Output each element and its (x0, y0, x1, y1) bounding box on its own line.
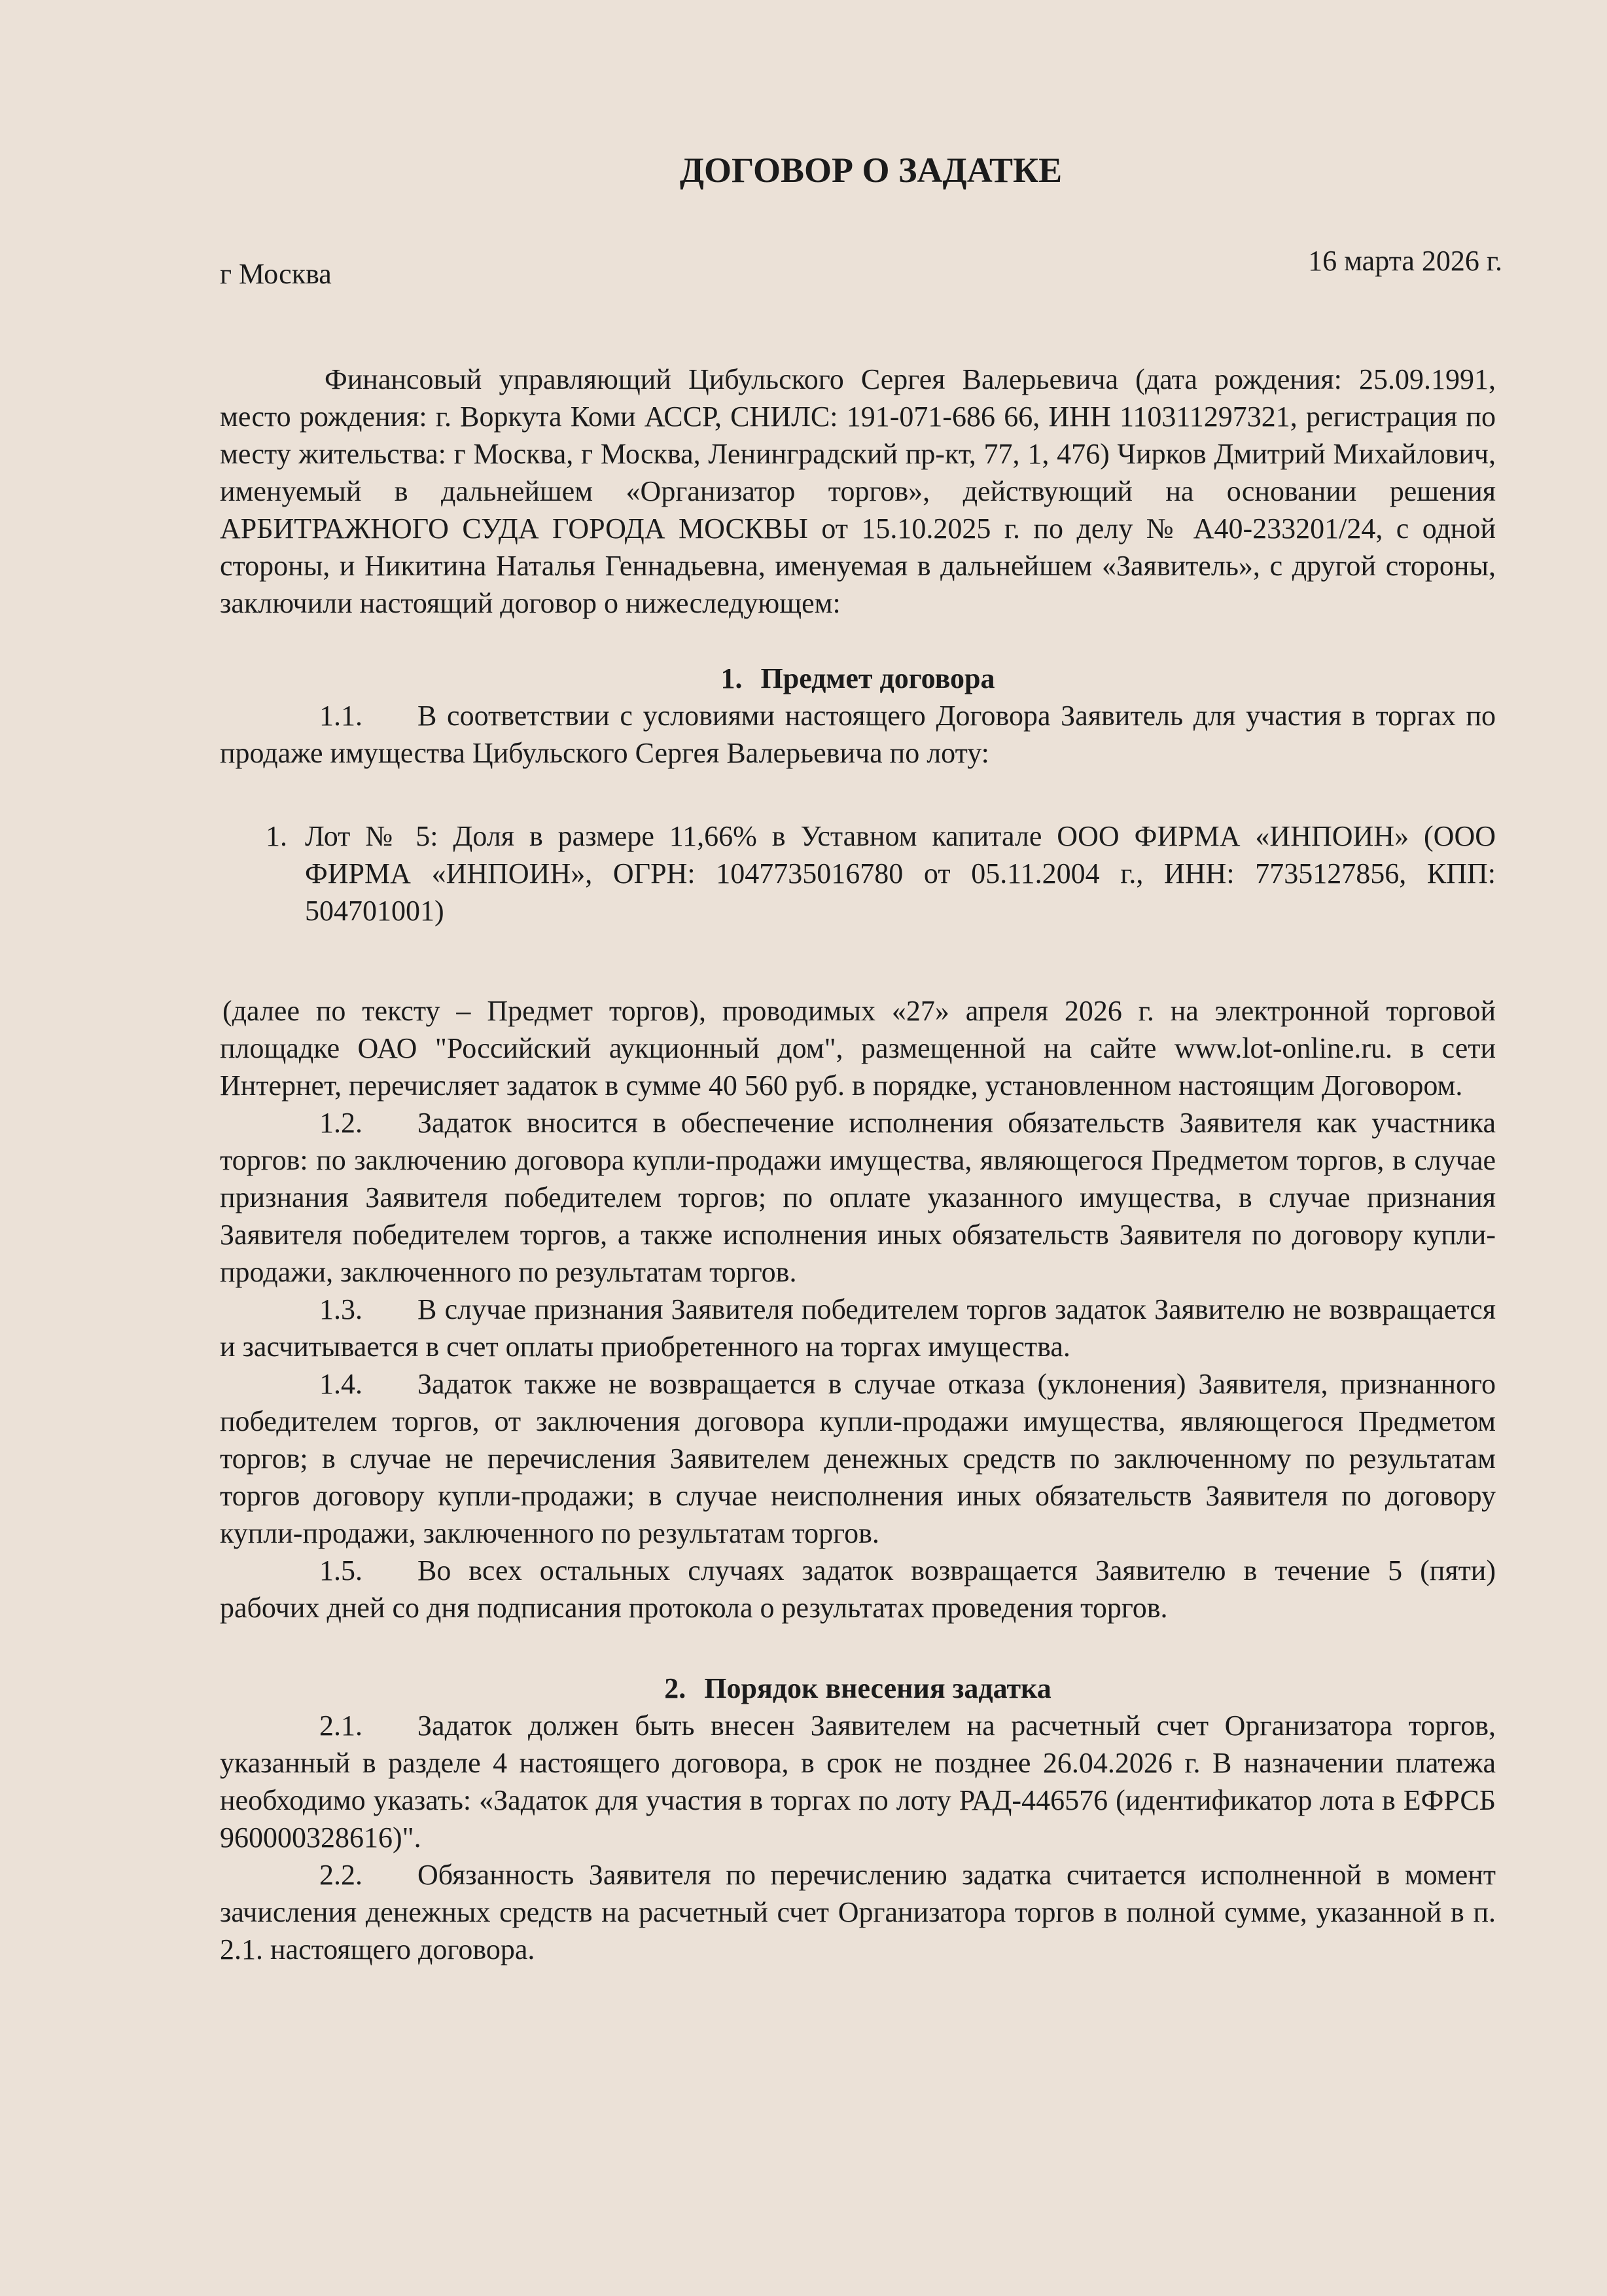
clause-number: 1.5. (319, 1554, 362, 1587)
intro-paragraph: Финансовый управляющий Цибульского Сергея Валерьевича (дата рождения: 25.09.1991, место рождения: г. Воркута Коми АССР, СНИЛС: 191-071-686 66, ИНН 110311297321, регистрация по месту жительства: г Москва, г Москва, Ленинградский пр-кт, 77, 1, 476) Чирков Дмитрий Михайлович, именуемый в дальнейшем «Организатор торгов», действующий на основании решения АРБИТРАЖНОГО СУДА ГОРОДА МОСКВЫ от 15.10.2025 г. по делу № А40-233201/24, с одной стороны, и Никитина Наталья Геннадьевна, именуемая в дальнейшем «Заявитель», с другой стороны, заключили настоящий договор о нижеследующем: (220, 363, 1496, 619)
lot-continuation-paragraph: (далее по тексту – Предмет торгов), проводимых «27» апреля 2026 г. на электронной торговой площадке ОАО "Российский аукционный дом", размещенной на сайте www.lot-online.ru. в сети Интернет, перечисляет задаток в сумме 40 560 руб. в порядке, установленном настоящим Договором. (220, 995, 1496, 1102)
contract-date: 16 марта 2026 г. (1308, 245, 1502, 277)
lot-list-item (220, 817, 1496, 929)
clause-text: Задаток вносится в обеспечение исполнения обязательств Заявителя как участника торгов: по заключению договора купли-продажи имущества, являющегося Предметом торгов, в случае признания Заявителя победителем торгов; по оплате указанного имущества, в случае признания Заявителя победителем торгов, а также исполнения иных обязательств Заявителя по договору купли-продажи, заключенного по результатам торгов. (220, 1107, 1496, 1288)
clause-number: 1.4. (319, 1368, 362, 1400)
section-2-heading (220, 1670, 1496, 1707)
lot-description: Лот № 5: Доля в размере 11,66% в Уставном капитале ООО ФИРМА «ИНПОИН» (ООО ФИРМА «ИНПОИН», ОГРН: 1047735016780 от 05.11.2004 г., ИНН: 7735127856, КПП: 504701001) (305, 820, 1496, 927)
clause-2-2 (220, 1856, 1496, 1968)
section-1-heading (220, 660, 1496, 697)
clause-text: Во всех остальных случаях задаток возвращается Заявителю в течение 5 (пяти) рабочих дней со дня подписания протокола о результатах проведения торгов. (220, 1554, 1496, 1624)
clause-text: В соответствии с условиями настоящего Договора Заявитель для участия в торгах по продаже имущества Цибульского Сергея Валерьевича по лоту: (220, 700, 1496, 769)
clause-1-5 (220, 1552, 1496, 1626)
document-body (220, 151, 1502, 1968)
section-1-number: 1. (720, 662, 743, 694)
clause-1-4 (220, 1365, 1496, 1552)
clause-text: Задаток должен быть внесен Заявителем на расчетный счет Организатора торгов, указанный в разделе 4 настоящего договора, в срок не позднее 26.04.2026 г. В назначении платежа необходимо указать: «Задаток для участия в торгах по лоту РАД-446576 (идентификатор лота в ЕФРСБ 960000328616)". (220, 1710, 1496, 1854)
clause-number: 2.2. (319, 1859, 362, 1891)
clause-2-1 (220, 1707, 1496, 1856)
section-1-title: Предмет договора (760, 662, 995, 694)
clause-number: 1.2. (319, 1107, 362, 1139)
section-2-number: 2. (664, 1672, 686, 1704)
clause-1-3 (220, 1291, 1496, 1365)
city: г Москва (220, 258, 332, 290)
clause-text: В случае признания Заявителя победителем торгов задаток Заявителю не возвращается и засчитывается в счет оплаты приобретенного на торгах имущества. (220, 1293, 1496, 1363)
clause-number: 2.1. (319, 1710, 362, 1742)
clause-text: Задаток также не возвращается в случае отказа (уклонения) Заявителя, признанного победителем торгов, от заключения договора купли-продажи имущества, являющегося Предметом торгов; в случае не перечисления Заявителем денежных средств по заключенному по результатам торгов договору купли-продажи; в случае неисполнения иных обязательств Заявителя по договору купли-продажи, заключенного по результатам торгов. (220, 1368, 1496, 1549)
lot-number: 1. (266, 820, 287, 852)
clause-number: 1.3. (319, 1293, 362, 1325)
clause-1-2 (220, 1104, 1496, 1291)
section-2-title: Порядок внесения задатка (704, 1672, 1051, 1704)
clause-1-1 (220, 697, 1496, 772)
document-title: ДОГОВОР О ЗАДАТКЕ (679, 151, 1063, 190)
clause-number: 1.1. (319, 700, 362, 732)
place-date-line (220, 245, 1502, 293)
clause-text: Обязанность Заявителя по перечислению задатка считается исполненной в момент зачисления денежных средств на расчетный счет Организатора торгов в полной сумме, указанной в п. 2.1. настоящего договора. (220, 1859, 1496, 1965)
